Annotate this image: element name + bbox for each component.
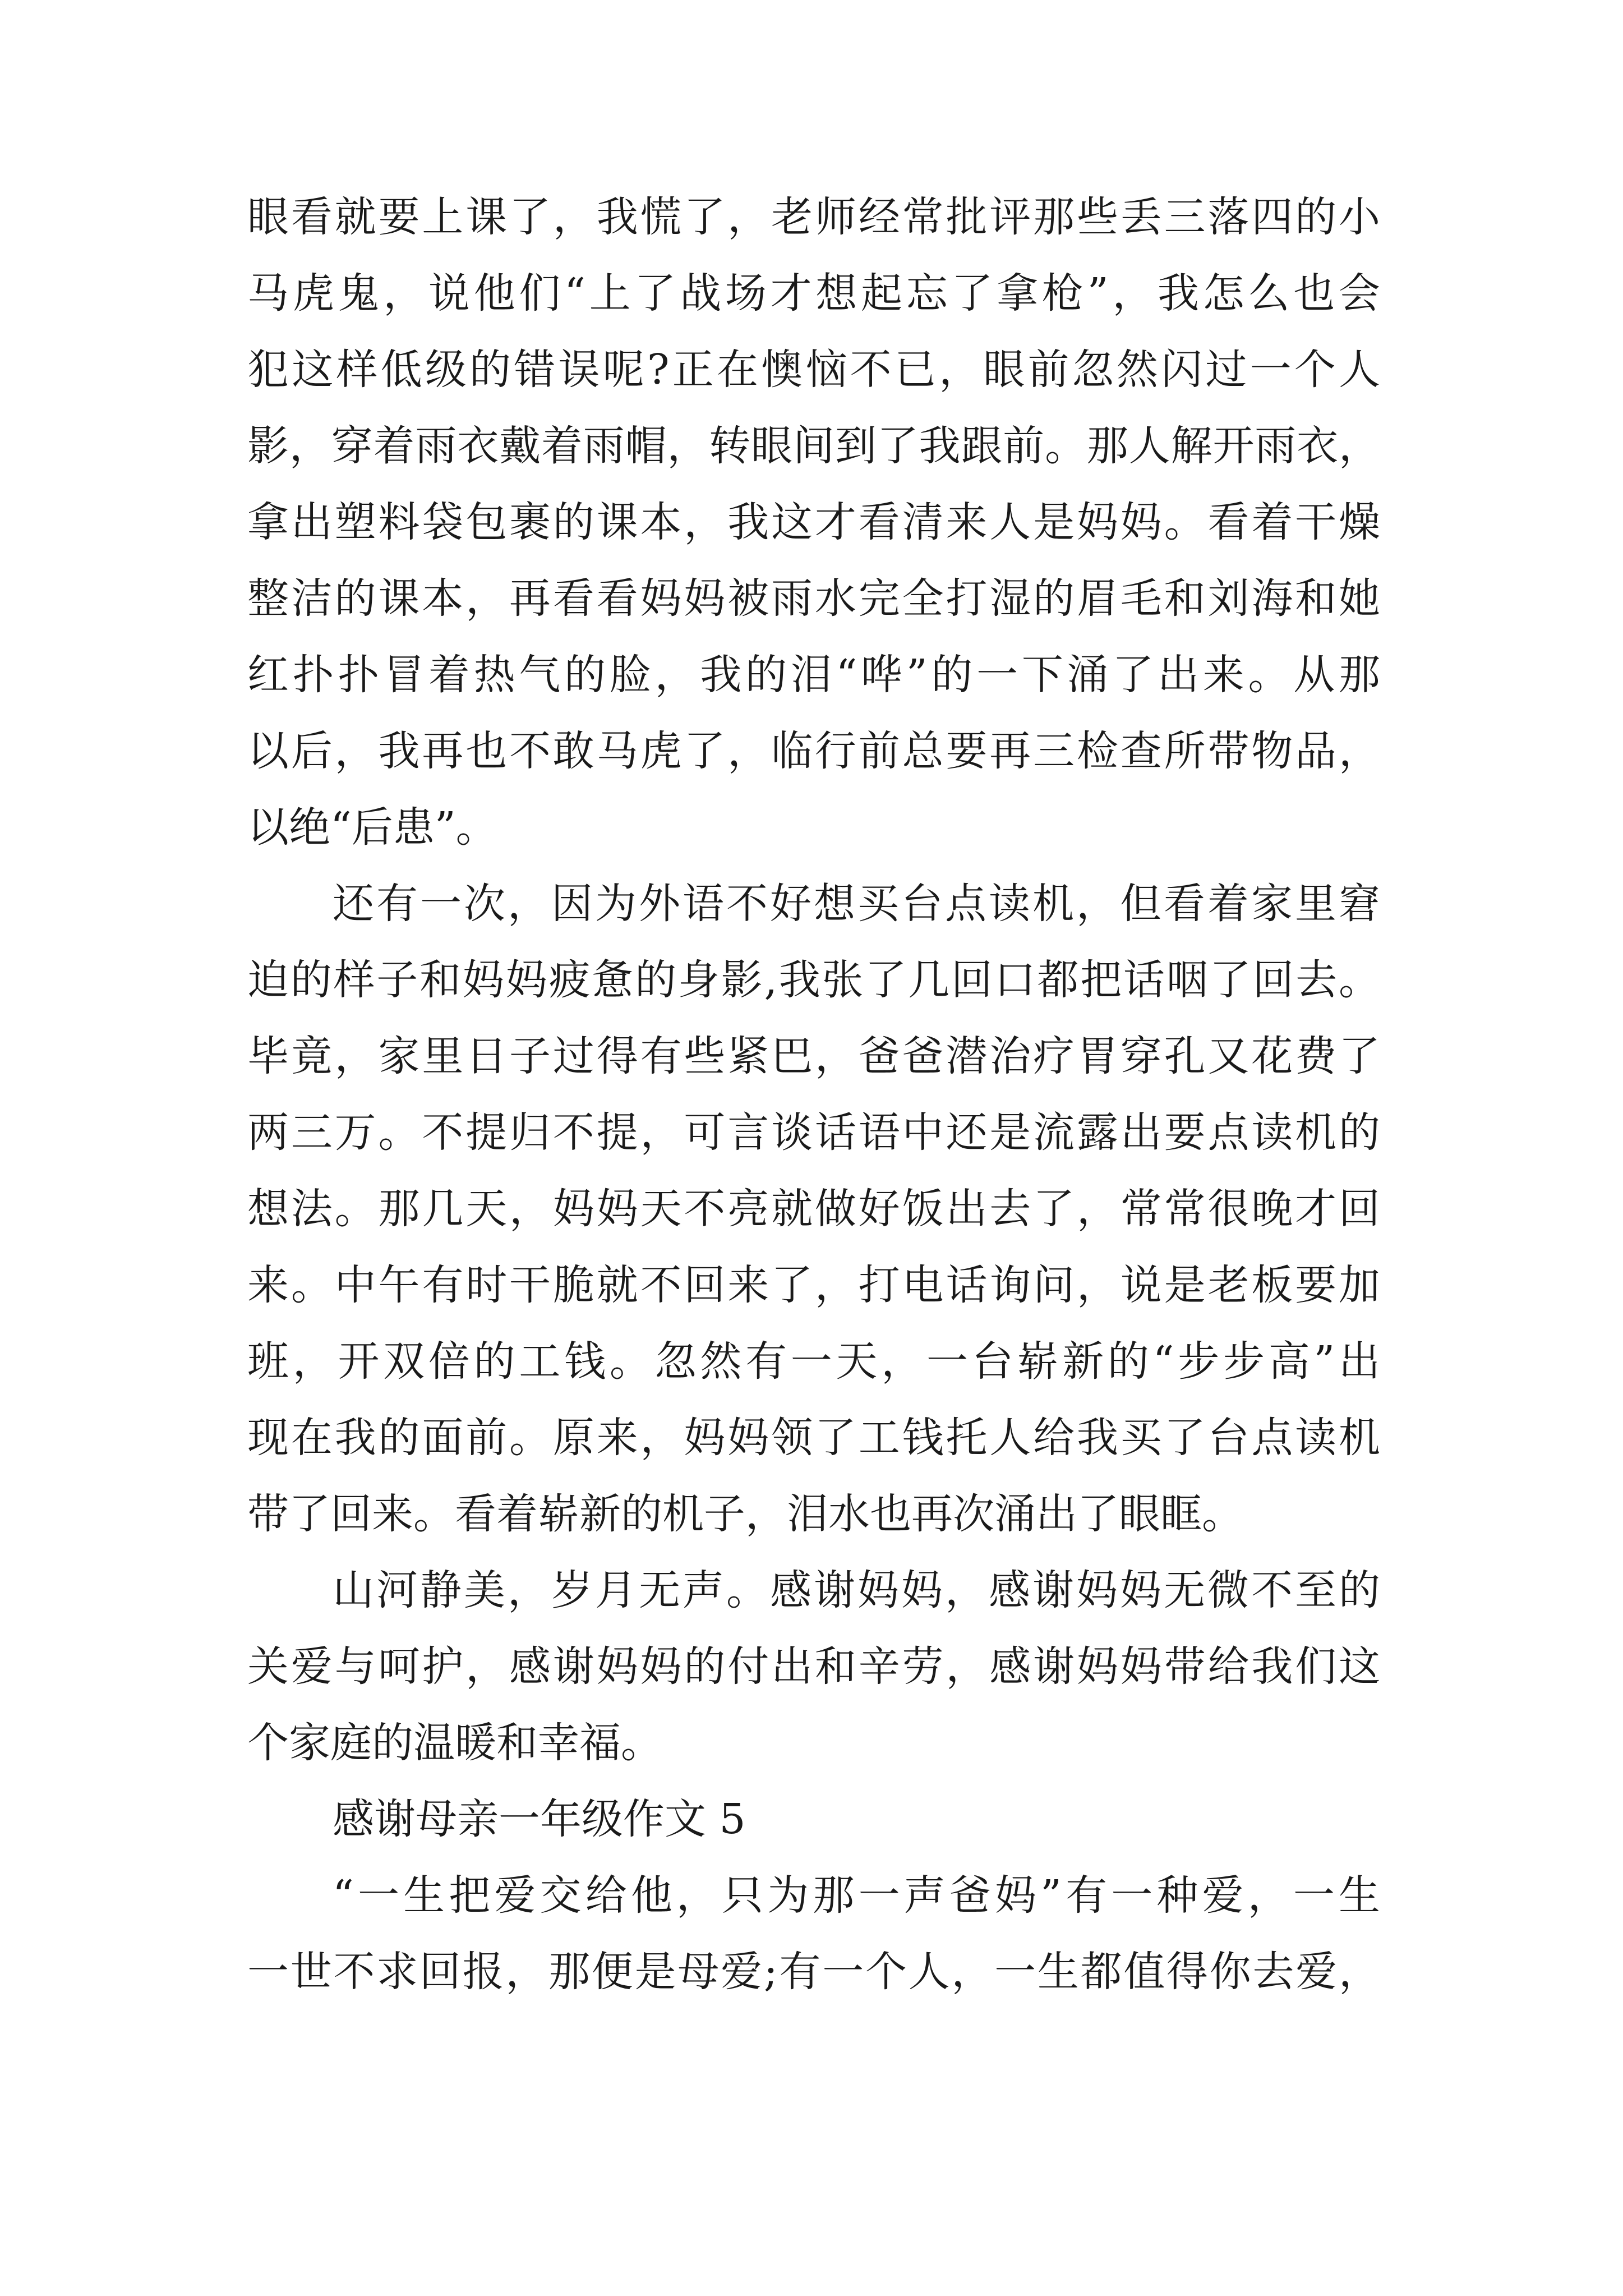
text-line: 眼看就要上课了，我慌了，老师经常批评那些丢三落四的小 (247, 193, 1380, 241)
text-line: 犯这样低级的错误呢?正在懊恼不已，眼前忽然闪过一个人 (247, 346, 1380, 394)
text-line: 毕竟，家里日子过得有些紧巴，爸爸潜治疗胃穿孔又花费了 (247, 1032, 1380, 1080)
paragraph-start-line: “一生把爱交给他，只为那一声爸妈”有一种爱，一生 (333, 1871, 1380, 1920)
text-line: 马虎鬼，说他们“上了战场才想起忘了拿枪”，我怎么也会 (247, 269, 1380, 318)
paragraph-end-line: 带了回来。看着崭新的机子，泪水也再次涌出了眼眶。 (247, 1490, 1243, 1538)
text-line: 整洁的课本，再看看妈妈被雨水完全打湿的眉毛和刘海和她 (247, 574, 1380, 623)
text-line: 现在我的面前。原来，妈妈领了工钱托人给我买了台点读机 (247, 1414, 1380, 1462)
text-line: 想法。那几天，妈妈天不亮就做好饭出去了，常常很晚才回 (247, 1185, 1380, 1233)
text-line: 班，开双倍的工钱。忽然有一天，一台崭新的“步步高”出 (247, 1337, 1380, 1386)
text-line: 来。中午有时干脆就不回来了，打电话询问，说是老板要加 (247, 1261, 1380, 1309)
text-line: 迫的样子和妈妈疲惫的身影,我张了几回口都把话咽了回去。 (247, 956, 1380, 1004)
paragraph-end-line: 以绝“后患”。 (247, 803, 497, 852)
text-line: 红扑扑冒着热气的脸，我的泪“哗”的一下涌了出来。从那 (247, 651, 1380, 699)
paragraph-start-line: 还有一次，因为外语不好想买台点读机，但看着家里窘 (333, 880, 1380, 928)
text-line: 两三万。不提归不提，可言谈话语中还是流露出要点读机的 (247, 1108, 1380, 1157)
paragraph-end-line: 个家庭的温暖和幸福。 (247, 1719, 662, 1767)
text-line: 关爱与呵护，感谢妈妈的付出和辛劳，感谢妈妈带给我们这 (247, 1642, 1380, 1691)
text-line: 影，穿着雨衣戴着雨帽，转眼间到了我跟前。那人解开雨衣， (247, 422, 1380, 470)
text-line: 拿出塑料袋包裹的课本，我这才看清来人是妈妈。看着干燥 (247, 498, 1380, 546)
paragraph-start-line: 山河静美，岁月无声。感谢妈妈，感谢妈妈无微不至的 (333, 1566, 1380, 1614)
text-line: 以后，我再也不敢马虎了，临行前总要再三检查所带物品， (247, 727, 1380, 775)
section-heading: 感谢母亲一年级作文 5 (333, 1795, 746, 1843)
document-body (247, 190, 1380, 2021)
text-line: 一世不求回报，那便是母爱;有一个人，一生都值得你去爱， (247, 1948, 1380, 1996)
